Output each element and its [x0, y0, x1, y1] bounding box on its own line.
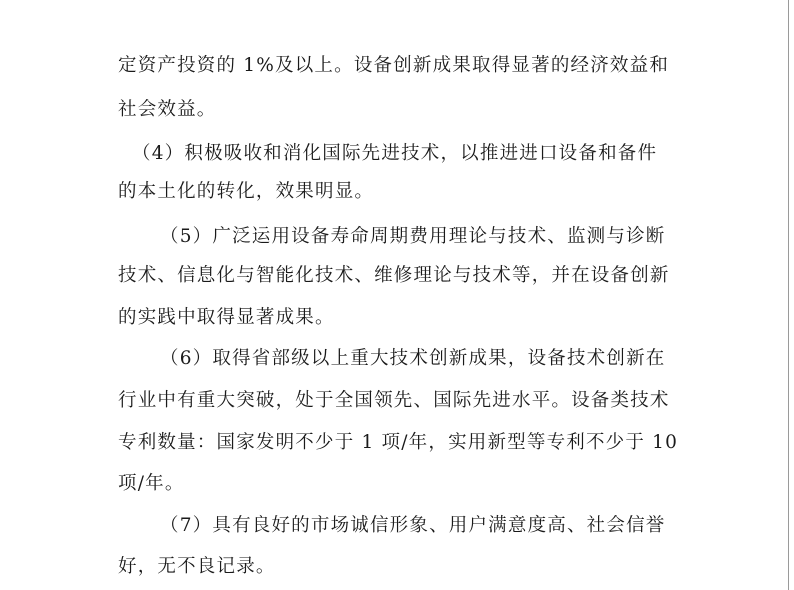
item-6-line: 行业中有重大突破，处于全国领先、国际先进水平。设备类技术 [118, 390, 670, 411]
item-7-line: 好，无不良记录。 [118, 556, 276, 577]
item-6-line: （6）取得省部级以上重大技术创新成果，设备技术创新在 [160, 348, 666, 369]
item-6-line: 项/年。 [118, 473, 185, 494]
paragraph-line: 定资产投资的 1%及以上。设备创新成果取得显著的经济效益和 [118, 55, 670, 76]
item-5-line: 的实践中取得显著成果。 [118, 307, 335, 328]
item-7-line: （7）具有良好的市场诚信形象、用户满意度高、社会信誉 [160, 515, 666, 536]
item-5-line: （5）广泛运用设备寿命周期费用理论与技术、监测与诊断 [160, 226, 666, 247]
item-5-line: 技术、信息化与智能化技术、维修理论与技术等，并在设备创新 [118, 265, 670, 286]
item-6-line: 专利数量：国家发明不少于 1 项/年，实用新型等专利不少于 10 [118, 432, 679, 453]
paragraph-line: 社会效益。 [118, 99, 217, 120]
item-4-line: （4）积极吸收和消化国际先进技术，以推进进口设备和备件 [132, 143, 658, 164]
item-4-line: 的本土化的转化，效果明显。 [118, 181, 375, 202]
page-edge-divider [788, 0, 789, 590]
